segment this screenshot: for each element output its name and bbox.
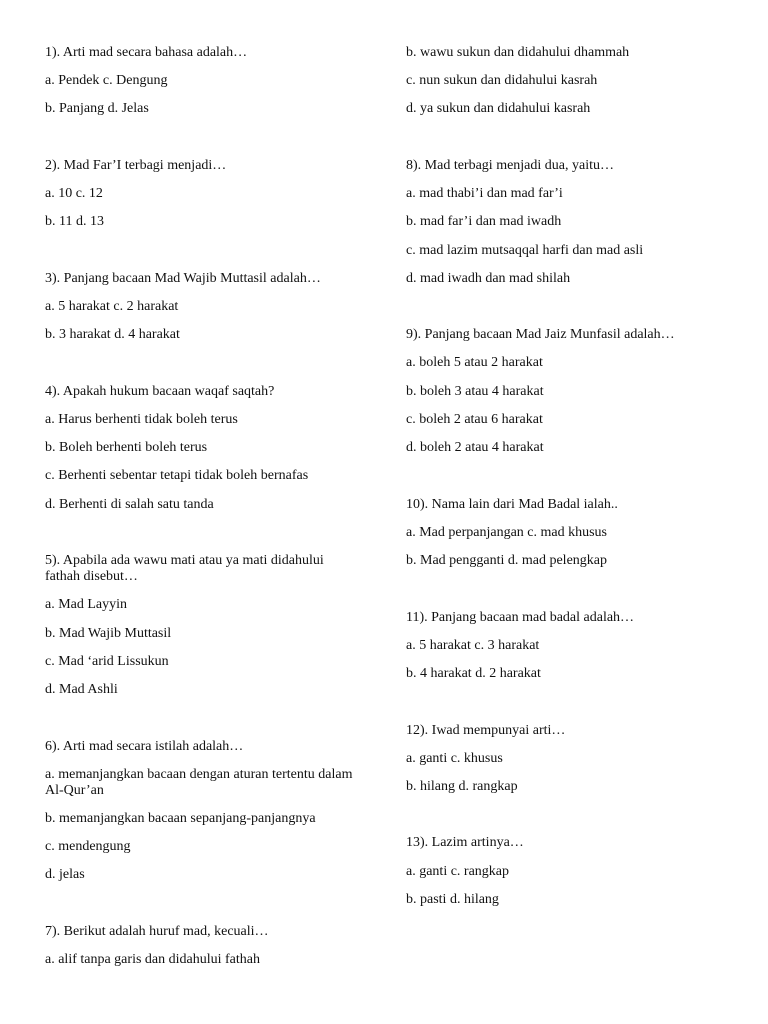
q10-option-bd: b. Mad pengganti d. mad pelengkap [406,552,608,568]
q6-option-b: b. memanjangkan bacaan sepanjang-panjangnya [45,810,316,826]
q2-option-bd: b. 11 d. 13 [45,214,104,230]
question-8: 8). Mad terbagi menjadi dua, yaitu… [406,157,614,173]
question-1: 1). Arti mad secara bahasa adalah… [45,45,248,60]
q5-option-a: a. Mad Layyin [45,597,128,613]
q4-option-c: c. Berhenti sebentar tetapi tidak boleh bernafas [45,468,309,484]
q1-option-bd: b. Panjang d. Jelas [45,101,149,117]
q3-option-bd: b. 3 harakat d. 4 harakat [45,327,180,343]
q11-option-ac: a. 5 harakat c. 3 harakat [406,637,540,653]
question-13: 13). Lazim artinya… [406,835,524,851]
q6-option-a: a. memanjangkan bacaan dengan aturan tertentu dalam Al-Qur’an [45,766,353,798]
q8-option-d: d. mad iwadh dan mad shilah [406,270,571,286]
q6-option-d: d. jelas [45,867,85,883]
q4-option-d: d. Berhenti di salah satu tanda [45,496,214,512]
q2-option-ac: a. 10 c. 12 [45,186,103,202]
q10-option-ac: a. Mad perpanjangan c. mad khusus [406,524,607,540]
q3-option-ac: a. 5 harakat c. 2 harakat [45,299,179,315]
q4-option-b: b. Boleh berhenti boleh terus [45,440,208,456]
q11-option-bd: b. 4 harakat d. 2 harakat [406,665,541,681]
question-7: 7). Berikut adalah huruf mad, kecuali… [45,923,269,939]
q8-option-c: c. mad lazim mutsaqqal harfi dan mad asli [406,242,644,258]
q7-option-c: c. nun sukun dan didahului kasrah [406,73,598,89]
q12-option-ac: a. ganti c. khusus [406,750,503,766]
q12-option-bd: b. hilang d. rangkap [406,778,518,794]
q13-option-ac: a. ganti c. rangkap [406,863,510,879]
q9-option-a: a. boleh 5 atau 2 harakat [406,355,543,371]
q9-option-b: b. boleh 3 atau 4 harakat [406,383,544,399]
q9-option-c: c. boleh 2 atau 6 harakat [406,411,543,427]
q13-option-bd: b. pasti d. hilang [406,891,499,907]
question-2: 2). Mad Far’I terbagi menjadi… [45,157,227,173]
question-9: 9). Panjang bacaan Mad Jaiz Munfasil adalah… [406,327,675,343]
question-10: 10). Nama lain dari Mad Badal ialah.. [406,496,618,512]
q8-option-b: b. mad far’i dan mad iwadh [406,214,562,230]
left-column [45,45,355,980]
q5-option-c: c. Mad ‘arid Lissukun [45,653,169,669]
q4-option-a: a. Harus berhenti tidak boleh terus [45,412,238,428]
q7-option-a: a. alif tanpa garis dan didahului fathah [45,952,260,968]
question-12: 12). Iwad mempunyai arti… [406,722,566,738]
question-11: 11). Panjang bacaan mad badal adalah… [406,609,635,625]
right-column [406,45,726,920]
q7-option-b: b. wawu sukun dan didahului dhammah [406,45,630,60]
q5-option-b: b. Mad Wajib Muttasil [45,625,172,641]
q8-option-a: a. mad thabi’i dan mad far’i [406,186,563,202]
question-5: 5). Apabila ada wawu mati atau ya mati didahului fathah disebut… [45,553,324,585]
q6-option-c: c. mendengung [45,839,131,855]
q5-option-d: d. Mad Ashli [45,681,118,697]
question-4: 4). Apakah hukum bacaan waqaf saqtah? [45,383,275,399]
question-3: 3). Panjang bacaan Mad Wajib Muttasil adalah… [45,270,321,286]
q9-option-d: d. boleh 2 atau 4 harakat [406,440,544,456]
question-6: 6). Arti mad secara istilah adalah… [45,738,244,754]
q7-option-d: d. ya sukun dan didahului kasrah [406,101,591,117]
q1-option-ac: a. Pendek c. Dengung [45,73,168,89]
